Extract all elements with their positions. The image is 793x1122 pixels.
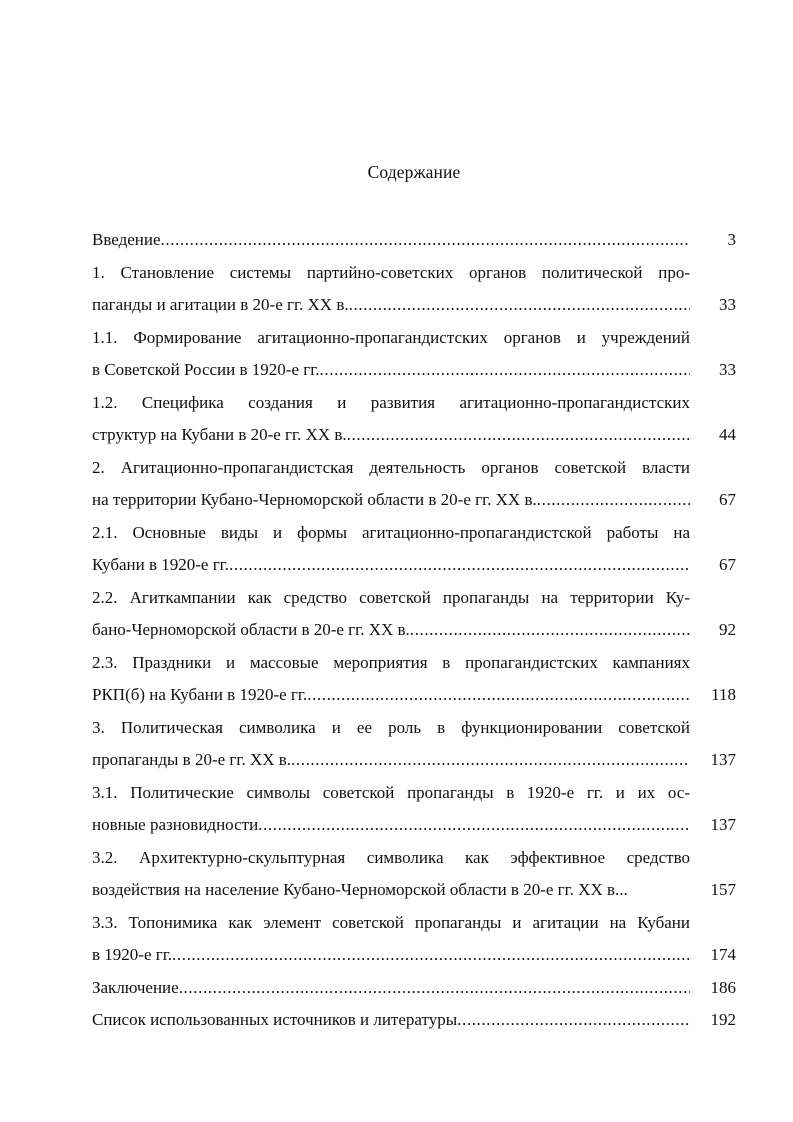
toc-page-number: 92	[719, 620, 736, 639]
toc-page-number: 33	[719, 295, 736, 314]
toc-page-number: 174	[710, 945, 736, 964]
toc-entry-title-line: 3. Политическая символика и ее роль в функционировании советской	[92, 717, 690, 737]
toc-entry-chapter-2	[92, 452, 736, 485]
toc-entry-title-line: 2.3. Праздники и массовые мероприятия в пропагандистских кампаниях	[92, 652, 690, 672]
toc-entry-title-line: новные разновидности	[92, 815, 259, 834]
toc-entry-conclusion	[92, 972, 736, 1005]
toc-entry-bibliography	[92, 1004, 736, 1037]
toc-entry-section-1-2-cont	[92, 419, 736, 452]
toc-entry-section-3-2	[92, 842, 736, 875]
toc-entry-section-1-1-cont	[92, 354, 736, 387]
toc-entry-chapter-3	[92, 712, 736, 745]
toc-entry-title-line: на территории Кубано-Черноморской области в 20-е гг. XX в.	[92, 490, 537, 509]
toc-entry-section-2-1	[92, 517, 736, 550]
toc-entry-title-line: 2.2. Агиткампании как средство советской пропаганды на территории Ку-	[92, 587, 690, 607]
dot-leader	[347, 419, 690, 452]
toc-page-number: 192	[710, 1010, 736, 1029]
toc-entry-title-line: 1.1. Формирование агитационно-пропагандистских органов и учреждений	[92, 327, 690, 347]
toc-entry-title: Список использованных источников и литературы	[92, 1010, 458, 1029]
toc-page-number: 67	[719, 555, 736, 574]
toc-entry-title-line: паганды и агитации в 20-е гг. XX в.	[92, 295, 349, 314]
toc-entry-section-1-2	[92, 387, 736, 420]
table-of-contents	[92, 224, 736, 1037]
dot-leader	[307, 679, 690, 712]
toc-entry-title-line: Кубани в 1920-е гг.	[92, 555, 229, 574]
dot-leader	[172, 939, 690, 972]
toc-entry-title-line: 2.1. Основные виды и формы агитационно-пропагандистской работы на	[92, 522, 690, 542]
toc-entry-section-2-2	[92, 582, 736, 615]
toc-page-number: 157	[710, 880, 736, 899]
dot-leader	[537, 484, 690, 517]
toc-entry-title-line: в 1920-е гг.	[92, 945, 173, 964]
toc-page-number: 137	[710, 815, 736, 834]
toc-entry-title-line: в Советской России в 1920-е гг.	[92, 360, 320, 379]
toc-entry-chapter-2-cont	[92, 484, 736, 517]
toc-entry-title-line: РКП(б) на Кубани в 1920-е гг.	[92, 685, 308, 704]
toc-entry-title-line: 1.2. Специфика создания и развития агитационно-пропагандистских	[92, 392, 690, 412]
toc-entry-section-3-2-cont	[92, 874, 736, 907]
dot-leader	[320, 354, 690, 387]
toc-page-number: 186	[710, 977, 736, 997]
toc-entry-introduction	[92, 224, 736, 257]
dot-leader	[161, 224, 690, 257]
toc-page-number: 44	[719, 425, 736, 444]
toc-entry-section-3-1-cont	[92, 809, 736, 842]
toc-entry-section-3-3	[92, 907, 736, 940]
toc-entry-title: Введение	[92, 230, 161, 249]
toc-entry-section-3-3-cont	[92, 939, 736, 972]
toc-entry-section-3-1	[92, 777, 736, 810]
toc-page-number: 118	[711, 685, 736, 704]
toc-entry-title: Заключение	[92, 977, 179, 997]
dot-leader	[291, 744, 690, 777]
page-title: Содержание	[367, 162, 461, 182]
toc-entry-section-2-1-cont	[92, 549, 736, 582]
dot-leader	[258, 809, 690, 842]
toc-entry-title-line: 3.1. Политические символы советской пропаганды в 1920-е гг. и их ос-	[92, 782, 690, 802]
toc-entry-section-2-2-cont	[92, 614, 736, 647]
dot-leader	[457, 1004, 690, 1037]
toc-entry-title-line: 2. Агитационно-пропагандистская деятельность органов советской власти	[92, 457, 690, 477]
toc-page-number: 137	[710, 750, 736, 769]
toc-entry-title-line: 3.3. Топонимика как элемент советской пропаганды и агитации на Кубани	[92, 912, 690, 932]
toc-entry-section-2-3-cont	[92, 679, 736, 712]
toc-page-number: 67	[719, 490, 736, 509]
toc-entry-title-line: воздействия на население Кубано-Черноморской области в 20-е гг. XX в...	[92, 880, 628, 899]
toc-page-number: 3	[727, 230, 736, 249]
toc-entry-section-1-1	[92, 322, 736, 355]
toc-entry-title-line: пропаганды в 20-е гг. XX в.	[92, 750, 292, 769]
toc-entry-title-line: структур на Кубани в 20-е гг. XX в.	[92, 425, 347, 444]
dot-leader	[179, 972, 690, 1005]
dot-leader	[349, 289, 690, 322]
toc-entry-chapter-1	[92, 257, 736, 290]
toc-entry-title-line: 3.2. Архитектурно-скульптурная символика как эффективное средство	[92, 847, 690, 867]
dot-leader	[410, 614, 690, 647]
dot-leader	[229, 549, 690, 582]
toc-entry-chapter-3-cont	[92, 744, 736, 777]
toc-entry-section-2-3	[92, 647, 736, 680]
toc-page-number: 33	[719, 360, 736, 379]
toc-entry-title-line: бано-Черноморской области в 20-е гг. XX в.	[92, 620, 410, 639]
toc-entry-chapter-1-cont	[92, 289, 736, 322]
toc-entry-title-line: 1. Становление системы партийно-советских органов политической про-	[92, 262, 690, 282]
